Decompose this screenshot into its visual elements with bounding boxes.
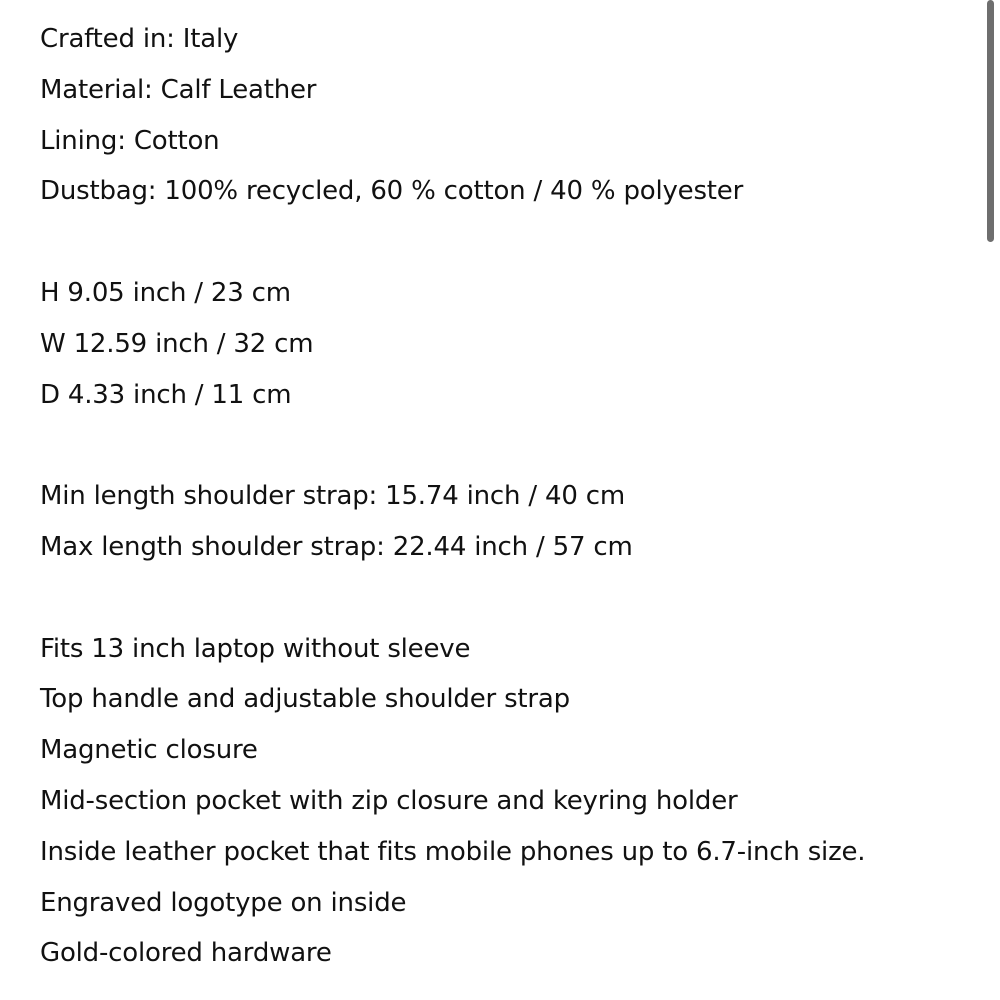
strap-list (40, 471, 970, 573)
feature-gold-hardware: Gold-colored hardware (40, 938, 332, 969)
dimension-depth: D 4.33 inch / 11 cm (40, 379, 292, 410)
materials-list (40, 14, 970, 217)
feature-mid-pocket: Mid-section pocket with zip closure and keyring holder (40, 785, 738, 816)
detail-lining: Lining: Cotton (40, 125, 220, 156)
features-list (40, 624, 970, 980)
product-details (40, 14, 970, 979)
scrollbar-thumb[interactable] (987, 0, 994, 242)
detail-dustbag: Dustbag: 100% recycled, 60 % cotton / 40 % polyester (40, 176, 744, 207)
strap-min-length: Min length shoulder strap: 15.74 inch / 40 cm (40, 481, 625, 512)
dimension-width: W 12.59 inch / 32 cm (40, 328, 314, 359)
dimensions-list (40, 268, 970, 420)
feature-magnetic-closure: Magnetic closure (40, 735, 258, 766)
feature-laptop: Fits 13 inch laptop without sleeve (40, 633, 471, 664)
feature-phone-pocket: Inside leather pocket that fits mobile phones up to 6.7-inch size. (40, 836, 866, 867)
dimension-height: H 9.05 inch / 23 cm (40, 277, 291, 308)
strap-max-length: Max length shoulder strap: 22.44 inch / 57 cm (40, 531, 633, 562)
detail-crafted-in: Crafted in: Italy (40, 24, 239, 54)
feature-engraved-logo: Engraved logotype on inside (40, 887, 407, 918)
detail-material: Material: Calf Leather (40, 74, 317, 105)
feature-handle-strap: Top handle and adjustable shoulder strap (40, 684, 570, 715)
